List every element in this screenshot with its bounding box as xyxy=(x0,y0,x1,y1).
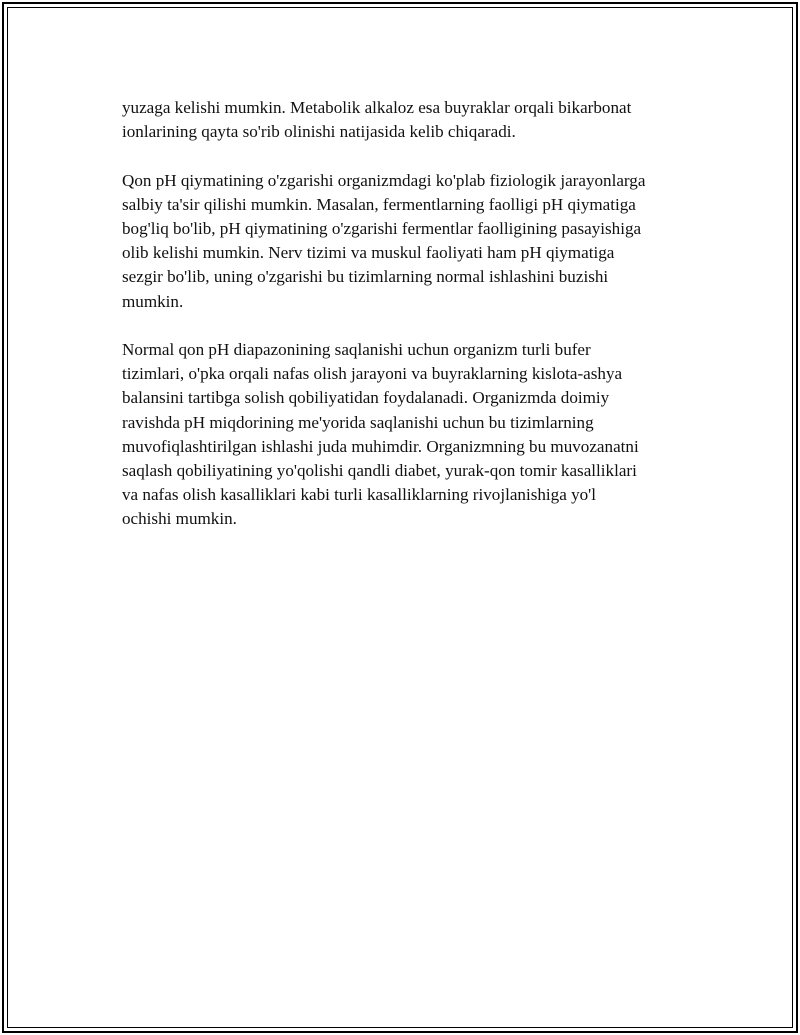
text-line: Normal qon pH diapazonining saqlanishi uchun organizm turli bufer xyxy=(122,340,591,359)
text-line: ochishi mumkin. xyxy=(122,509,237,529)
text-line: salbiy ta'sir qilishi mumkin. Masalan, fermentlarning faolligi pH qiymatiga xyxy=(122,194,636,214)
text-line: ravishda pH miqdorining me'yorida saqlanishi uchun bu tizimlarning xyxy=(122,412,594,432)
text-line: ionlarining qayta so'rib olinishi natijasida kelib chiqaradi. xyxy=(122,122,516,142)
paragraph-1 xyxy=(122,96,702,144)
text-line: muvofiqlashtirilgan ishlashi juda muhimdir. Organizmning bu muvozanatni xyxy=(122,436,639,456)
text-line: balansini tartibga solish qobiliyatidan foydalanadi. Organizmda doimiy xyxy=(122,388,610,408)
text-line: olib kelishi mumkin. Nerv tizimi va muskul faoliyati ham pH qiymatiga xyxy=(122,243,615,263)
page-frame xyxy=(2,2,798,1033)
text-line: Qon pH qiymatining o'zgarishi organizmdagi ko'plab fiziologik jarayonlarga xyxy=(122,170,646,190)
text-line: va nafas olish kasalliklari kabi turli kasalliklarning rivojlanishiga yo'l xyxy=(122,485,597,505)
text-line: tizimlari, o'pka orqali nafas olish jarayoni va buyraklarning kislota-ashya xyxy=(122,364,623,384)
text-line: bog'liq bo'lib, pH qiymatining o'zgarishi fermentlar faolligining pasayishiga xyxy=(122,219,642,238)
paragraph-3 xyxy=(122,338,702,532)
paragraph-2 xyxy=(122,169,702,314)
document-body xyxy=(122,96,702,556)
text-line: saqlash qobiliyatining yo'qolishi qandli diabet, yurak-qon tomir kasalliklari xyxy=(122,461,637,481)
text-line: yuzaga kelishi mumkin. Metabolik alkaloz esa buyraklar orqali bikarbonat xyxy=(122,98,632,117)
text-line: mumkin. xyxy=(122,291,184,311)
text-line: sezgir bo'lib, uning o'zgarishi bu tizimlarning normal ishlashini buzishi xyxy=(122,267,609,287)
